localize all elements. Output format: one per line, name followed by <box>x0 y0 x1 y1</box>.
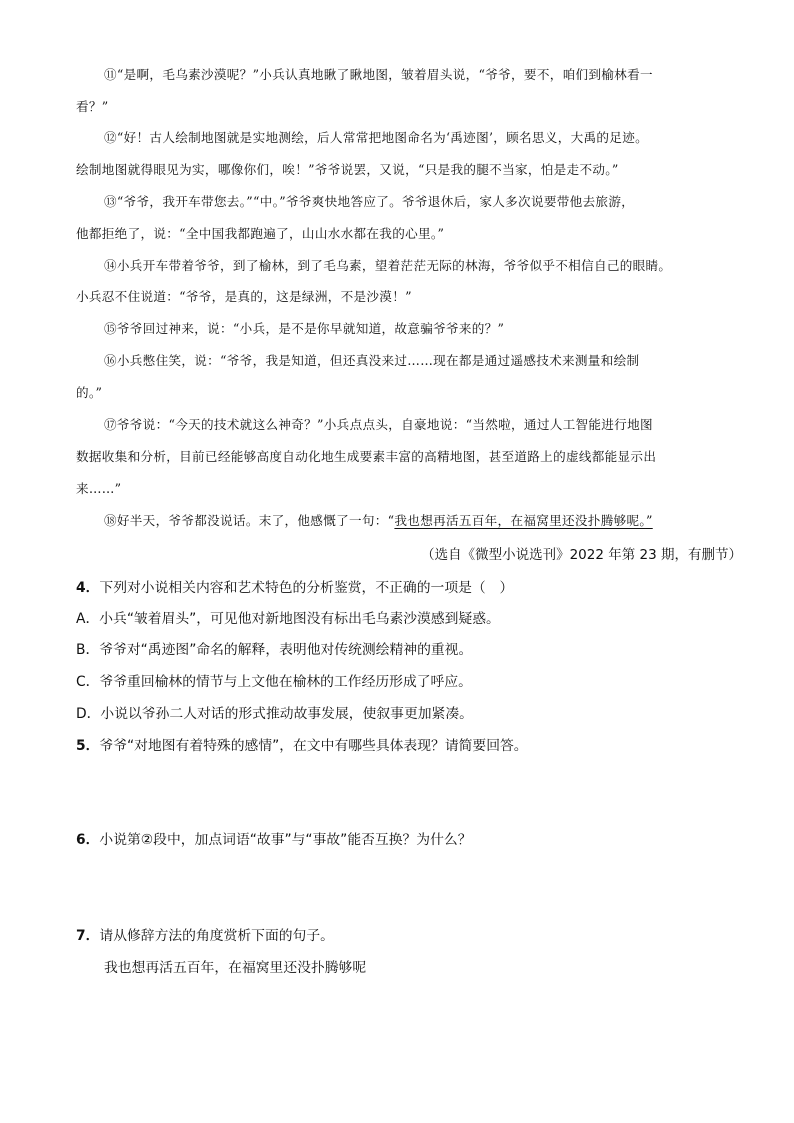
paragraph-11-line-2: 看？” <box>76 99 109 114</box>
question-7 <box>76 924 334 944</box>
paragraph-14-line-1: ⑭小兵开车带着爷爷，到了榆林，到了毛乌素，望着茫茫无际的林海，爷爷似乎不相信自己的眼睛。 <box>104 258 672 273</box>
question-7-number: 7． <box>76 928 100 944</box>
question-7-sentence: 我也想再活五百年，在福窝里还没扑腾够呢 <box>104 960 367 976</box>
paragraph-17-line-1: ⑰爷爷说：“今天的技术就这么神奇？”小兵点点头，自豪地说：“当然啦，通过人工智能进行地图 <box>104 417 653 432</box>
paragraph-13-line-2: 他都拒绝了，说：“全中国我都跑遍了，山山水水都在我的心里。” <box>76 226 445 241</box>
question-4-option-d: D．小说以爷孙二人对话的形式推动故事发展，使叙事更加紧凑。 <box>76 706 473 722</box>
question-4-option-a: A．小兵“皱着眉头”，可见他对新地图没有标出毛乌素沙漠感到疑惑。 <box>76 611 500 627</box>
paragraph-11-line-1: ⑪“是啊，毛乌素沙漠呢？”小兵认真地瞅了瞅地图，皱着眉头说，“爷爷，要不，咱们到榆林看一 <box>104 67 653 82</box>
question-5-text: 爷爷“对地图有着特殊的感情”，在文中有哪些具体表现？请简要回答。 <box>99 738 528 754</box>
paragraph-16-line-1: ⑯小兵憋住笑，说：“爷爷，我是知道，但还真没来过……现在都是通过遥感技术来测量和绘制 <box>104 353 640 368</box>
question-4-option-b: B．爷爷对“禹迹图”命名的解释，表明他对传统测绘精神的重视。 <box>76 642 473 658</box>
paragraph-15-line-1: ⑮爷爷回过神来，说：“小兵，是不是你早就知道，故意骗爷爷来的？” <box>104 321 505 336</box>
question-6-text: 小说第②段中，加点词语“故事”与“事故”能否互换？为什么？ <box>99 832 472 848</box>
question-4-text: 下列对小说相关内容和艺术特色的分析鉴赏，不正确的一项是（ ） <box>99 580 514 596</box>
paragraph-17-line-3: 来……” <box>76 481 122 496</box>
paragraph-18-line-1 <box>104 510 752 529</box>
question-7-text: 请从修辞方法的角度赏析下面的句子。 <box>99 928 334 944</box>
underlined-sentence: 我也想再活五百年，在福窝里还没扑腾够呢。 <box>394 513 646 528</box>
paragraph-14-line-2: 小兵忍不住说道：“爷爷，是真的，这是绿洲，不是沙漠！” <box>76 289 412 304</box>
paragraph-18-lead: ⑱好半天，爷爷都没说话。末了，他感慨了一句：“ <box>104 513 395 528</box>
question-4-option-c: C．爷爷重回榆林的情节与上文他在榆林的工作经历形成了呼应。 <box>76 674 472 690</box>
closing-quote: ” <box>645 513 653 528</box>
paragraph-13-line-1: ⑬“爷爷，我开车带您去。”“中。”爷爷爽快地答应了。爷爷退休后，家人多次说要带他去旅游， <box>104 194 635 209</box>
question-4 <box>76 576 513 596</box>
question-5 <box>76 734 528 754</box>
paragraph-12-line-1: ⑫“好！古人绘制地图就是实地测绘，后人常常把地图命名为‘禹迹图’，顾名思义，大禹的足迹。 <box>104 130 648 145</box>
paragraph-16-line-2: 的。” <box>76 385 103 400</box>
paragraph-12-line-2: 绘制地图就得眼见为实，哪像你们，唉！”爷爷说罢，又说，“只是我的腿不当家，怕是走不动。” <box>76 162 619 177</box>
question-4-number: 4． <box>76 580 100 596</box>
question-5-number: 5． <box>76 738 100 754</box>
question-6-number: 6． <box>76 832 100 848</box>
question-6 <box>76 828 472 848</box>
source-citation: （选自《微型小说选刊》2022 年第 23 期，有删节） <box>421 547 742 563</box>
paragraph-17-line-2: 数据收集和分析，目前已经能够高度自动化地生成要素丰富的高精地图，甚至道路上的虚线都能显示出 <box>76 449 657 464</box>
